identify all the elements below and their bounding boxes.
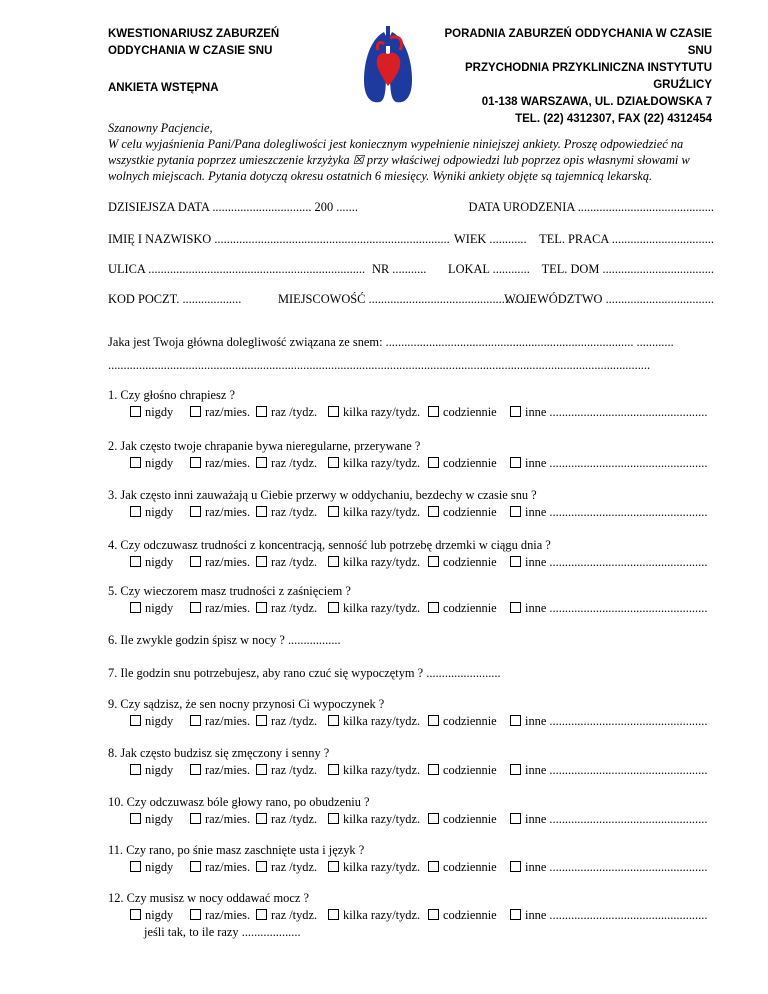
option-monthly[interactable]: raz/mies. <box>190 455 250 472</box>
checkbox-icon[interactable] <box>428 861 439 872</box>
question-text: 10. Czy odczuwasz bóle głowy rano, po obudzeniu ? <box>108 795 370 809</box>
option-never[interactable]: nigdy <box>130 554 173 571</box>
checkbox-icon[interactable] <box>130 813 141 824</box>
question-8 <box>108 745 718 779</box>
clinic-name: PORADNIA ZABURZEŃ ODDYCHANIA W CZASIE SNU <box>444 28 712 57</box>
checkbox-icon[interactable] <box>190 457 201 468</box>
checkbox-icon[interactable] <box>328 715 339 726</box>
intro-section <box>108 120 718 184</box>
checkbox-icon[interactable] <box>428 556 439 567</box>
checkbox-icon[interactable] <box>256 406 267 417</box>
answer-options <box>108 811 718 828</box>
option-monthly[interactable]: raz/mies. <box>190 600 250 617</box>
option-several-weekly[interactable]: kilka razy/tydz. <box>328 554 420 571</box>
checkbox-icon[interactable] <box>190 406 201 417</box>
option-other[interactable]: inne ................................................... <box>510 762 707 779</box>
answer-options <box>108 859 718 876</box>
checkbox-icon[interactable] <box>130 457 141 468</box>
checkbox-icon[interactable] <box>328 457 339 468</box>
option-weekly[interactable]: raz /tydz. <box>256 404 317 421</box>
checkbox-icon[interactable] <box>190 909 201 920</box>
city-field[interactable]: MIEJSCOWOŚĆ ...................................................... <box>278 292 536 306</box>
option-daily[interactable]: codziennie <box>428 762 497 779</box>
checkbox-icon[interactable] <box>428 813 439 824</box>
answer-options <box>108 762 718 779</box>
home-phone-field[interactable]: TEL. DOM .................................... <box>541 262 714 276</box>
checkbox-icon[interactable] <box>130 715 141 726</box>
option-never[interactable]: nigdy <box>130 455 173 472</box>
option-monthly[interactable]: raz/mies. <box>190 859 250 876</box>
checkbox-icon[interactable] <box>510 602 521 613</box>
question-text: 12. Czy musisz w nocy oddawać mocz ? <box>108 891 309 905</box>
answer-options <box>108 554 718 571</box>
checkbox-icon[interactable] <box>428 764 439 775</box>
option-several-weekly[interactable]: kilka razy/tydz. <box>328 504 420 521</box>
form-title-line1: KWESTIONARIUSZ ZABURZEŃ <box>108 28 280 40</box>
question-6 <box>108 632 718 649</box>
checkbox-icon[interactable] <box>510 457 521 468</box>
checkbox-icon[interactable] <box>328 909 339 920</box>
option-weekly[interactable]: raz /tydz. <box>256 762 317 779</box>
checkbox-icon[interactable] <box>256 602 267 613</box>
checkbox-icon[interactable] <box>190 764 201 775</box>
question-text: 9. Czy sądzisz, że sen nocny przynosi Ci wypoczynek ? <box>108 697 385 711</box>
option-weekly[interactable]: raz /tydz. <box>256 859 317 876</box>
option-several-weekly[interactable]: kilka razy/tydz. <box>328 907 420 924</box>
option-weekly[interactable]: raz /tydz. <box>256 554 317 571</box>
checkbox-icon[interactable] <box>428 506 439 517</box>
form-title-line2: ODDYCHANIA W CZASIE SNU <box>108 45 273 57</box>
checkbox-icon[interactable] <box>130 602 141 613</box>
option-never[interactable]: nigdy <box>130 600 173 617</box>
option-daily[interactable]: codziennie <box>428 600 497 617</box>
option-monthly[interactable]: raz/mies. <box>190 504 250 521</box>
option-daily[interactable]: codziennie <box>428 504 497 521</box>
option-other[interactable]: inne ................................................... <box>510 600 707 617</box>
option-several-weekly[interactable]: kilka razy/tydz. <box>328 404 420 421</box>
option-weekly[interactable]: raz /tydz. <box>256 907 317 924</box>
option-monthly[interactable]: raz/mies. <box>190 713 250 730</box>
option-several-weekly[interactable]: kilka razy/tydz. <box>328 600 420 617</box>
header-left <box>108 26 338 97</box>
name-field[interactable]: IMIĘ I NAZWISKO ............................................................................ <box>108 232 450 246</box>
checkbox-icon[interactable] <box>510 406 521 417</box>
option-several-weekly[interactable]: kilka razy/tydz. <box>328 762 420 779</box>
option-several-weekly[interactable]: kilka razy/tydz. <box>328 713 420 730</box>
checkbox-icon[interactable] <box>130 506 141 517</box>
clinic-address: 01-138 WARSZAWA, UL. DZIAŁDOWSKA 7 <box>481 96 712 108</box>
option-monthly[interactable]: raz/mies. <box>190 811 250 828</box>
checkbox-icon[interactable] <box>256 764 267 775</box>
question-1 <box>108 387 718 421</box>
header-right <box>422 26 712 128</box>
checkbox-icon[interactable] <box>510 764 521 775</box>
option-daily[interactable]: codziennie <box>428 554 497 571</box>
main-complaint-label[interactable]: Jaka jest Twoja główna dolegliwość związana ze snem: ................................................................................ ............ <box>108 335 674 349</box>
checkbox-icon[interactable] <box>256 556 267 567</box>
option-never[interactable]: nigdy <box>130 504 173 521</box>
option-weekly[interactable]: raz /tydz. <box>256 504 317 521</box>
postal-code-field[interactable]: KOD POCZT. ................... <box>108 292 242 306</box>
clinic-phone: TEL. (22) 4312307, FAX (22) 4312454 <box>515 113 712 125</box>
checkbox-icon[interactable] <box>428 406 439 417</box>
checkbox-icon[interactable] <box>190 556 201 567</box>
answer-options <box>108 907 718 924</box>
checkbox-icon[interactable] <box>130 764 141 775</box>
question-7 <box>108 665 718 682</box>
question-text: 8. Jak często budzisz się zmęczony i senny ? <box>108 746 330 760</box>
option-monthly[interactable]: raz/mies. <box>190 907 250 924</box>
checkbox-icon[interactable] <box>256 861 267 872</box>
option-never[interactable]: nigdy <box>130 404 173 421</box>
answer-options <box>108 713 718 730</box>
street-field[interactable]: ULICA ...................................................................... <box>108 262 366 276</box>
option-several-weekly[interactable]: kilka razy/tydz. <box>328 811 420 828</box>
option-never[interactable]: nigdy <box>130 811 173 828</box>
checkbox-icon[interactable] <box>510 861 521 872</box>
checkbox-icon[interactable] <box>190 861 201 872</box>
answer-options <box>108 600 718 617</box>
option-several-weekly[interactable]: kilka razy/tydz. <box>328 455 420 472</box>
option-never[interactable]: nigdy <box>130 713 173 730</box>
institution-name: PRZYCHODNIA PRZYKLINICZNA INSTYTUTU GRUŹLICY <box>464 62 712 91</box>
checkbox-icon[interactable] <box>328 861 339 872</box>
option-other[interactable]: inne ................................................... <box>510 455 707 472</box>
option-never[interactable]: nigdy <box>130 762 173 779</box>
question-12 <box>108 890 718 941</box>
checkbox-icon[interactable] <box>328 602 339 613</box>
answer-options <box>108 455 718 472</box>
option-weekly[interactable]: raz /tydz. <box>256 455 317 472</box>
checkbox-icon[interactable] <box>256 909 267 920</box>
main-complaint-line2[interactable]: ............................................................................................................................................................................... <box>108 358 651 372</box>
checkbox-icon[interactable] <box>328 406 339 417</box>
question-text: 11. Czy rano, po śnie masz zaschnięte usta i język ? <box>108 843 365 857</box>
option-other[interactable]: inne ................................................... <box>510 811 707 828</box>
question-text: 5. Czy wieczorem masz trudności z zaśnięciem ? <box>108 584 351 598</box>
option-daily[interactable]: codziennie <box>428 811 497 828</box>
question-10 <box>108 794 718 828</box>
option-other[interactable]: inne ................................................... <box>510 859 707 876</box>
checkbox-icon[interactable] <box>510 813 521 824</box>
question-text: 1. Czy głośno chrapiesz ? <box>108 388 235 402</box>
main-complaint <box>108 334 718 374</box>
birth-date-field[interactable]: DATA URODZENIA ............................................ <box>468 200 714 214</box>
checkbox-icon[interactable] <box>510 715 521 726</box>
checkbox-icon[interactable] <box>328 556 339 567</box>
checkbox-icon[interactable] <box>510 506 521 517</box>
checkbox-icon[interactable] <box>130 406 141 417</box>
question-5 <box>108 583 718 617</box>
question-2 <box>108 438 718 472</box>
checkbox-icon[interactable] <box>510 909 521 920</box>
checkbox-icon[interactable] <box>190 715 201 726</box>
checkbox-icon[interactable] <box>328 813 339 824</box>
checkbox-icon[interactable] <box>428 909 439 920</box>
question-4 <box>108 537 718 571</box>
checkbox-icon[interactable] <box>256 457 267 468</box>
checkbox-icon[interactable] <box>428 602 439 613</box>
question-11 <box>108 842 718 876</box>
option-several-weekly[interactable]: kilka razy/tydz. <box>328 859 420 876</box>
option-daily[interactable]: codziennie <box>428 907 497 924</box>
work-phone-field[interactable]: TEL. PRACA ................................. <box>539 232 714 246</box>
date-field[interactable]: DZISIEJSZA DATA ................................ 200 ....... <box>108 200 358 214</box>
option-other[interactable]: inne ................................................... <box>510 713 707 730</box>
lungs-heart-logo <box>360 24 416 110</box>
checkbox-icon[interactable] <box>130 556 141 567</box>
option-other[interactable]: inne ................................................... <box>510 504 707 521</box>
option-never[interactable]: nigdy <box>130 859 173 876</box>
question-text: 2. Jak często twoje chrapanie bywa nieregularne, przerywane ? <box>108 439 421 453</box>
form-subtitle: ANKIETA WSTĘPNA <box>108 82 219 94</box>
question-text[interactable]: 7. Ile godzin snu potrzebujesz, aby rano czuć się wypoczętym ? ........................ <box>108 666 501 680</box>
question-text[interactable]: 6. Ile zwykle godzin śpisz w nocy ? ................. <box>108 633 341 647</box>
option-monthly[interactable]: raz/mies. <box>190 404 250 421</box>
checkbox-icon[interactable] <box>130 861 141 872</box>
checkbox-icon[interactable] <box>256 506 267 517</box>
greeting: Szanowny Pacjencie, <box>108 121 213 135</box>
option-monthly[interactable]: raz/mies. <box>190 554 250 571</box>
checkbox-icon[interactable] <box>510 556 521 567</box>
province-field[interactable]: WOJEWÓDZTWO ................................... <box>504 292 714 306</box>
option-weekly[interactable]: raz /tydz. <box>256 713 317 730</box>
question-9 <box>108 696 718 730</box>
checkbox-icon[interactable] <box>190 602 201 613</box>
option-never[interactable]: nigdy <box>130 907 173 924</box>
checkbox-icon[interactable] <box>130 909 141 920</box>
option-daily[interactable]: codziennie <box>428 859 497 876</box>
checkbox-icon[interactable] <box>256 813 267 824</box>
option-daily[interactable]: codziennie <box>428 455 497 472</box>
checkbox-icon[interactable] <box>428 457 439 468</box>
option-other[interactable]: inne ................................................... <box>510 554 707 571</box>
checkbox-icon[interactable] <box>256 715 267 726</box>
answer-options <box>108 504 718 521</box>
option-weekly[interactable]: raz /tydz. <box>256 600 317 617</box>
checkbox-icon[interactable] <box>328 764 339 775</box>
question-3 <box>108 487 718 521</box>
checkbox-icon[interactable] <box>428 715 439 726</box>
option-daily[interactable]: codziennie <box>428 713 497 730</box>
checkbox-icon[interactable] <box>190 813 201 824</box>
house-number-field[interactable]: NR ........... <box>372 262 427 276</box>
checkbox-icon[interactable] <box>328 506 339 517</box>
question-text: 3. Jak często inni zauważają u Ciebie przerwy w oddychaniu, bezdechy w czasie snu ? <box>108 488 537 502</box>
checkbox-icon[interactable] <box>190 506 201 517</box>
option-other[interactable]: inne ................................................... <box>510 404 707 421</box>
question-text: 4. Czy odczuwasz trudności z koncentracją, senność lub potrzebę drzemki w ciągu dnia ? <box>108 538 551 552</box>
option-weekly[interactable]: raz /tydz. <box>256 811 317 828</box>
apartment-field[interactable]: LOKAL ............ <box>448 262 530 276</box>
intro-text: W celu wyjaśnienia Pani/Pana dolegliwości jest koniecznym wypełnienie niniejszej ankiety. Proszę odpowiedzieć na wszystkie pytania poprzez umieszczenie krzyżyka ☒ przy właściwej odpowiedzi lub poprzez opis własnymi słowami w wolnych miejscach. Pytania dotyczą okresu ostatnich 6 miesięcy. Wyniki ankiety objęte są tajemnicą lekarską. <box>108 137 690 183</box>
option-other[interactable]: inne ................................................... <box>510 907 707 924</box>
option-monthly[interactable]: raz/mies. <box>190 762 250 779</box>
answer-options <box>108 404 718 421</box>
option-daily[interactable]: codziennie <box>428 404 497 421</box>
age-field[interactable]: WIEK ............ <box>454 232 527 246</box>
question-followup[interactable]: jeśli tak, to ile razy ................... <box>144 925 301 939</box>
